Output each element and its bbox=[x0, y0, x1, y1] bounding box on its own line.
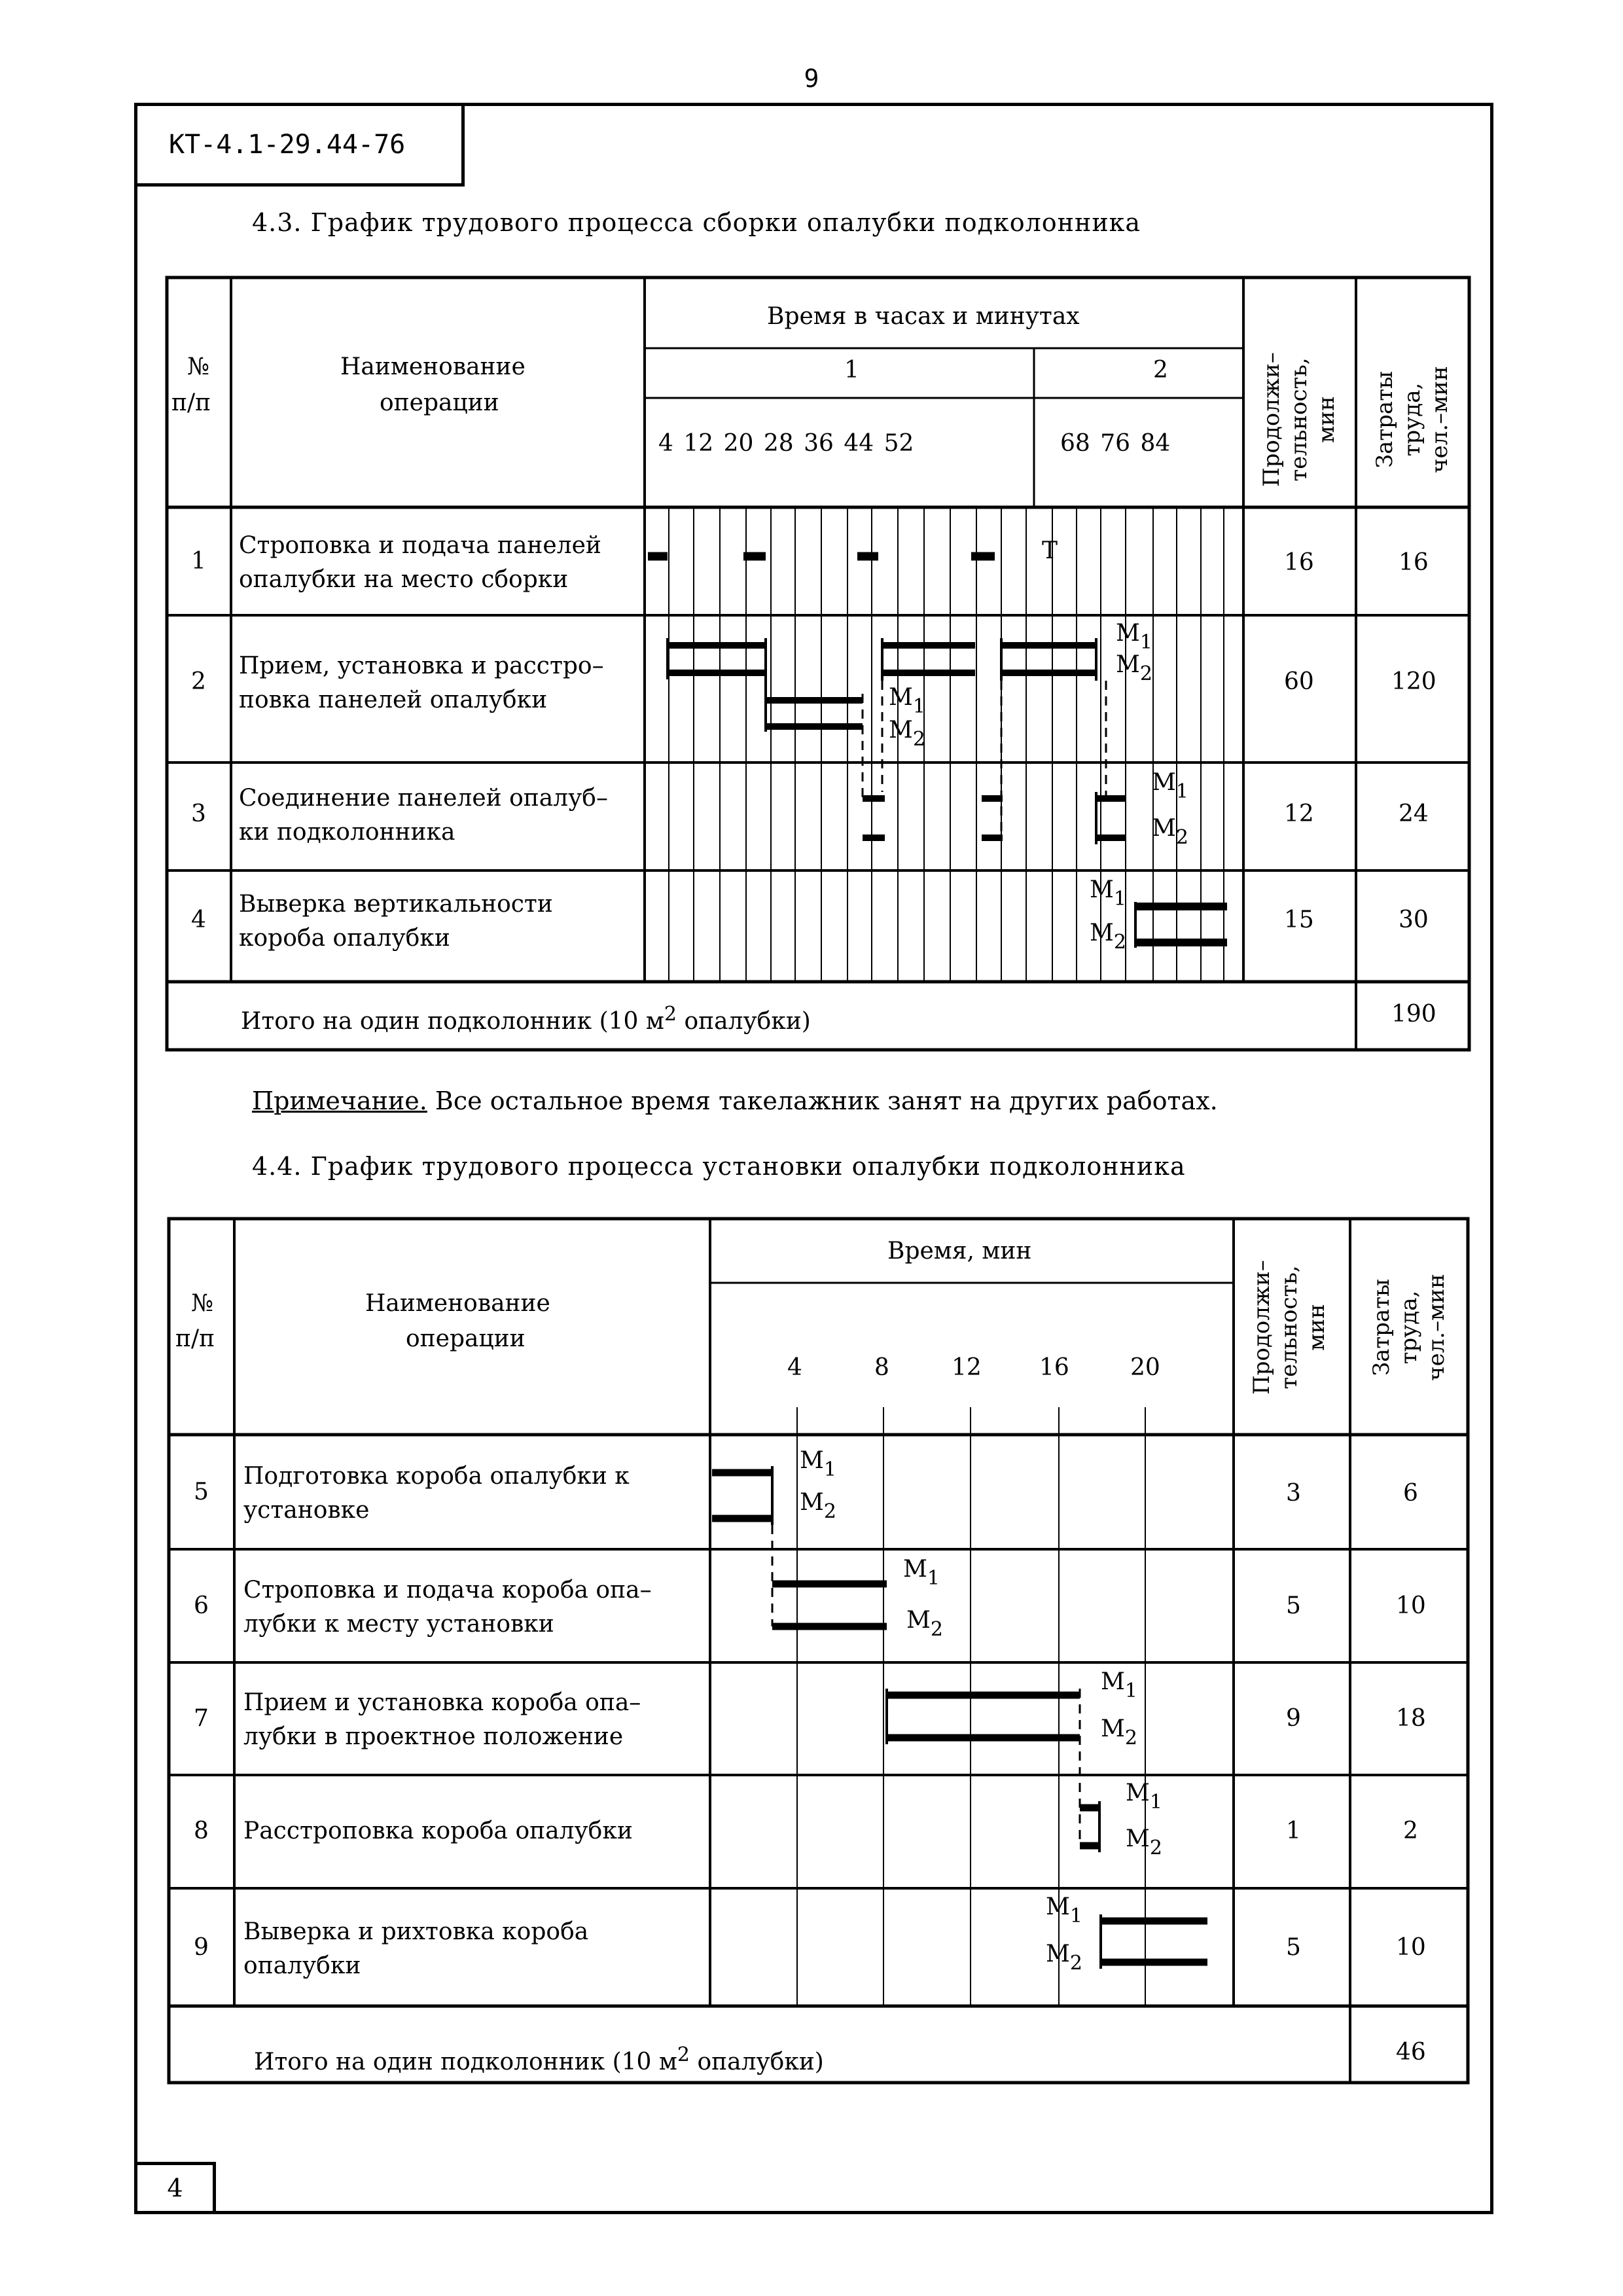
page-number: 9 bbox=[804, 64, 819, 93]
label-m1-row4: $М_1$ bbox=[1090, 876, 1126, 910]
row7-duration: 9 bbox=[1286, 1705, 1301, 1732]
header-hour-2: 2 bbox=[1153, 357, 1168, 384]
header2-num-line1: № bbox=[191, 1290, 214, 1317]
section-4-3-caption: 4.3. График трудового процесса сборки опалубки подколонника bbox=[252, 208, 1141, 237]
row2-name-line2: повка панелей опалубки bbox=[239, 687, 548, 713]
section2-total-value: 46 bbox=[1396, 2039, 1426, 2066]
row6-name-line2: лубки к месту установки bbox=[243, 1611, 554, 1638]
label-m2-row3: $М_2$ bbox=[1152, 815, 1188, 849]
header2-labor: Затраты труда, чел.–мин bbox=[1368, 1274, 1450, 1381]
row4-duration: 15 bbox=[1284, 906, 1314, 933]
row5-num: 5 bbox=[194, 1479, 209, 1505]
row8-num: 8 bbox=[194, 1818, 209, 1844]
section1-total-label: Итого на один подколонник (10 $м^2$ опалубки) bbox=[241, 1003, 811, 1035]
corner-page-number: 4 bbox=[134, 2162, 216, 2214]
header-ticks-hour1: 4 12 20 28 36 44 52 bbox=[658, 430, 914, 457]
row6-duration: 5 bbox=[1286, 1592, 1301, 1619]
header-ticks-hour2: 68 76 84 bbox=[1060, 430, 1171, 457]
header-name-line2: операции bbox=[380, 389, 499, 416]
header2-duration: Продолжи– тельность, мин bbox=[1249, 1260, 1330, 1395]
row4-name-line2: короба опалубки bbox=[239, 925, 450, 952]
row5-name-line2: установке bbox=[243, 1497, 370, 1524]
row9-labor: 10 bbox=[1396, 1934, 1426, 1961]
label2-m1-row8: $М_1$ bbox=[1126, 1780, 1162, 1814]
header2-tick-12: 12 bbox=[952, 1354, 982, 1381]
row5-duration: 3 bbox=[1286, 1480, 1301, 1507]
row4-labor: 30 bbox=[1399, 906, 1429, 933]
section2-total-label: Итого на один подколонник (10 $м^2$ опалубки) bbox=[254, 2043, 824, 2075]
row2-duration: 60 bbox=[1284, 668, 1314, 695]
row1-name-line1: Строповка и подача панелей bbox=[239, 532, 601, 559]
header-labor: Затраты труда, чел.–мин bbox=[1372, 366, 1453, 473]
label2-m1-row7: $М_1$ bbox=[1101, 1668, 1137, 1702]
row3-duration: 12 bbox=[1284, 800, 1314, 827]
row9-name-line2: опалубки bbox=[243, 1952, 361, 1979]
label-m1-row2: $М_1$ bbox=[1116, 620, 1152, 654]
header2-name-line2: операции bbox=[406, 1325, 526, 1352]
label2-m1-row9: $М_1$ bbox=[1046, 1893, 1082, 1928]
row5-name-line1: Подготовка короба опалубки к bbox=[243, 1463, 630, 1490]
label-m1-row2b: $М_1$ bbox=[889, 684, 925, 718]
header2-tick-4: 4 bbox=[787, 1354, 802, 1381]
document-code: КТ-4.1-29.44-76 bbox=[134, 103, 465, 187]
row1-name-line2: опалубки на место сборки bbox=[239, 566, 569, 593]
row3-name-line2: ки подколонника bbox=[239, 819, 455, 846]
label2-m1-row5: $М_1$ bbox=[800, 1447, 836, 1481]
row2-name-line1: Прием, установка и расстро– bbox=[239, 653, 604, 679]
row8-labor: 2 bbox=[1403, 1818, 1418, 1844]
label-m1-row3: $М_1$ bbox=[1152, 769, 1188, 803]
row4-num: 4 bbox=[191, 906, 206, 933]
row2-num: 2 bbox=[191, 668, 206, 695]
row1-num: 1 bbox=[191, 548, 206, 575]
row6-name-line1: Строповка и подача короба опа– bbox=[243, 1577, 652, 1604]
header-duration: Продолжи– тельность, мин bbox=[1258, 352, 1340, 487]
header2-tick-16: 16 bbox=[1039, 1354, 1069, 1381]
row1-duration: 16 bbox=[1284, 549, 1314, 576]
row7-name-line2: лубки в проектное положение bbox=[243, 1723, 624, 1750]
label2-m2-row6: $М_2$ bbox=[906, 1607, 943, 1641]
row1-labor: 16 bbox=[1399, 549, 1429, 576]
header2-name-line1: Наименование bbox=[365, 1290, 550, 1317]
label2-m1-row6: $М_1$ bbox=[903, 1556, 940, 1590]
row8-name-line1: Расстроповка короба опалубки bbox=[243, 1818, 633, 1844]
row9-name-line1: Выверка и рихтовка короба bbox=[243, 1918, 589, 1945]
label-m2-row2: $М_2$ bbox=[1116, 651, 1152, 685]
row6-labor: 10 bbox=[1396, 1592, 1426, 1619]
row7-name-line1: Прием и установка короба опа– bbox=[243, 1689, 641, 1716]
row3-labor: 24 bbox=[1399, 800, 1429, 827]
row6-num: 6 bbox=[194, 1592, 209, 1619]
header2-num-line2: п/п bbox=[175, 1325, 215, 1352]
note: Примечание. Все остальное время такелажник занят на других работах. bbox=[252, 1086, 1218, 1115]
row9-num: 9 bbox=[194, 1934, 209, 1961]
section-4-4-caption: 4.4. График трудового процесса установки опалубки подколонника bbox=[252, 1152, 1186, 1181]
row5-labor: 6 bbox=[1403, 1480, 1418, 1507]
header-num-line2: п/п bbox=[171, 389, 211, 416]
label2-m2-row8: $М_2$ bbox=[1126, 1825, 1162, 1859]
header-name-line1: Наименование bbox=[340, 353, 526, 380]
row2-labor: 120 bbox=[1391, 668, 1436, 695]
header2-tick-8: 8 bbox=[874, 1354, 889, 1381]
header-hour-1: 1 bbox=[844, 357, 859, 384]
row9-duration: 5 bbox=[1286, 1934, 1301, 1961]
row3-num: 3 bbox=[191, 800, 206, 827]
label2-m2-row9: $М_2$ bbox=[1046, 1941, 1082, 1975]
label2-m2-row7: $М_2$ bbox=[1101, 1715, 1137, 1749]
row4-name-line1: Выверка вертикальности bbox=[239, 891, 553, 918]
header2-tick-20: 20 bbox=[1130, 1354, 1160, 1381]
header-time: Время в часах и минутах bbox=[767, 303, 1080, 330]
header-num-line1: № bbox=[187, 353, 210, 380]
row7-num: 7 bbox=[194, 1705, 209, 1732]
label-T: Т bbox=[1042, 537, 1058, 564]
row7-labor: 18 bbox=[1396, 1705, 1426, 1732]
row8-duration: 1 bbox=[1286, 1818, 1301, 1844]
label-m2-row2b: $М_2$ bbox=[889, 717, 925, 751]
header2-time: Время, мин bbox=[887, 1238, 1032, 1265]
label2-m2-row5: $М_2$ bbox=[800, 1489, 836, 1523]
row3-name-line1: Соединение панелей опалуб– bbox=[239, 785, 608, 812]
section1-total-value: 190 bbox=[1391, 1001, 1436, 1028]
label-m2-row4: $М_2$ bbox=[1090, 920, 1126, 954]
